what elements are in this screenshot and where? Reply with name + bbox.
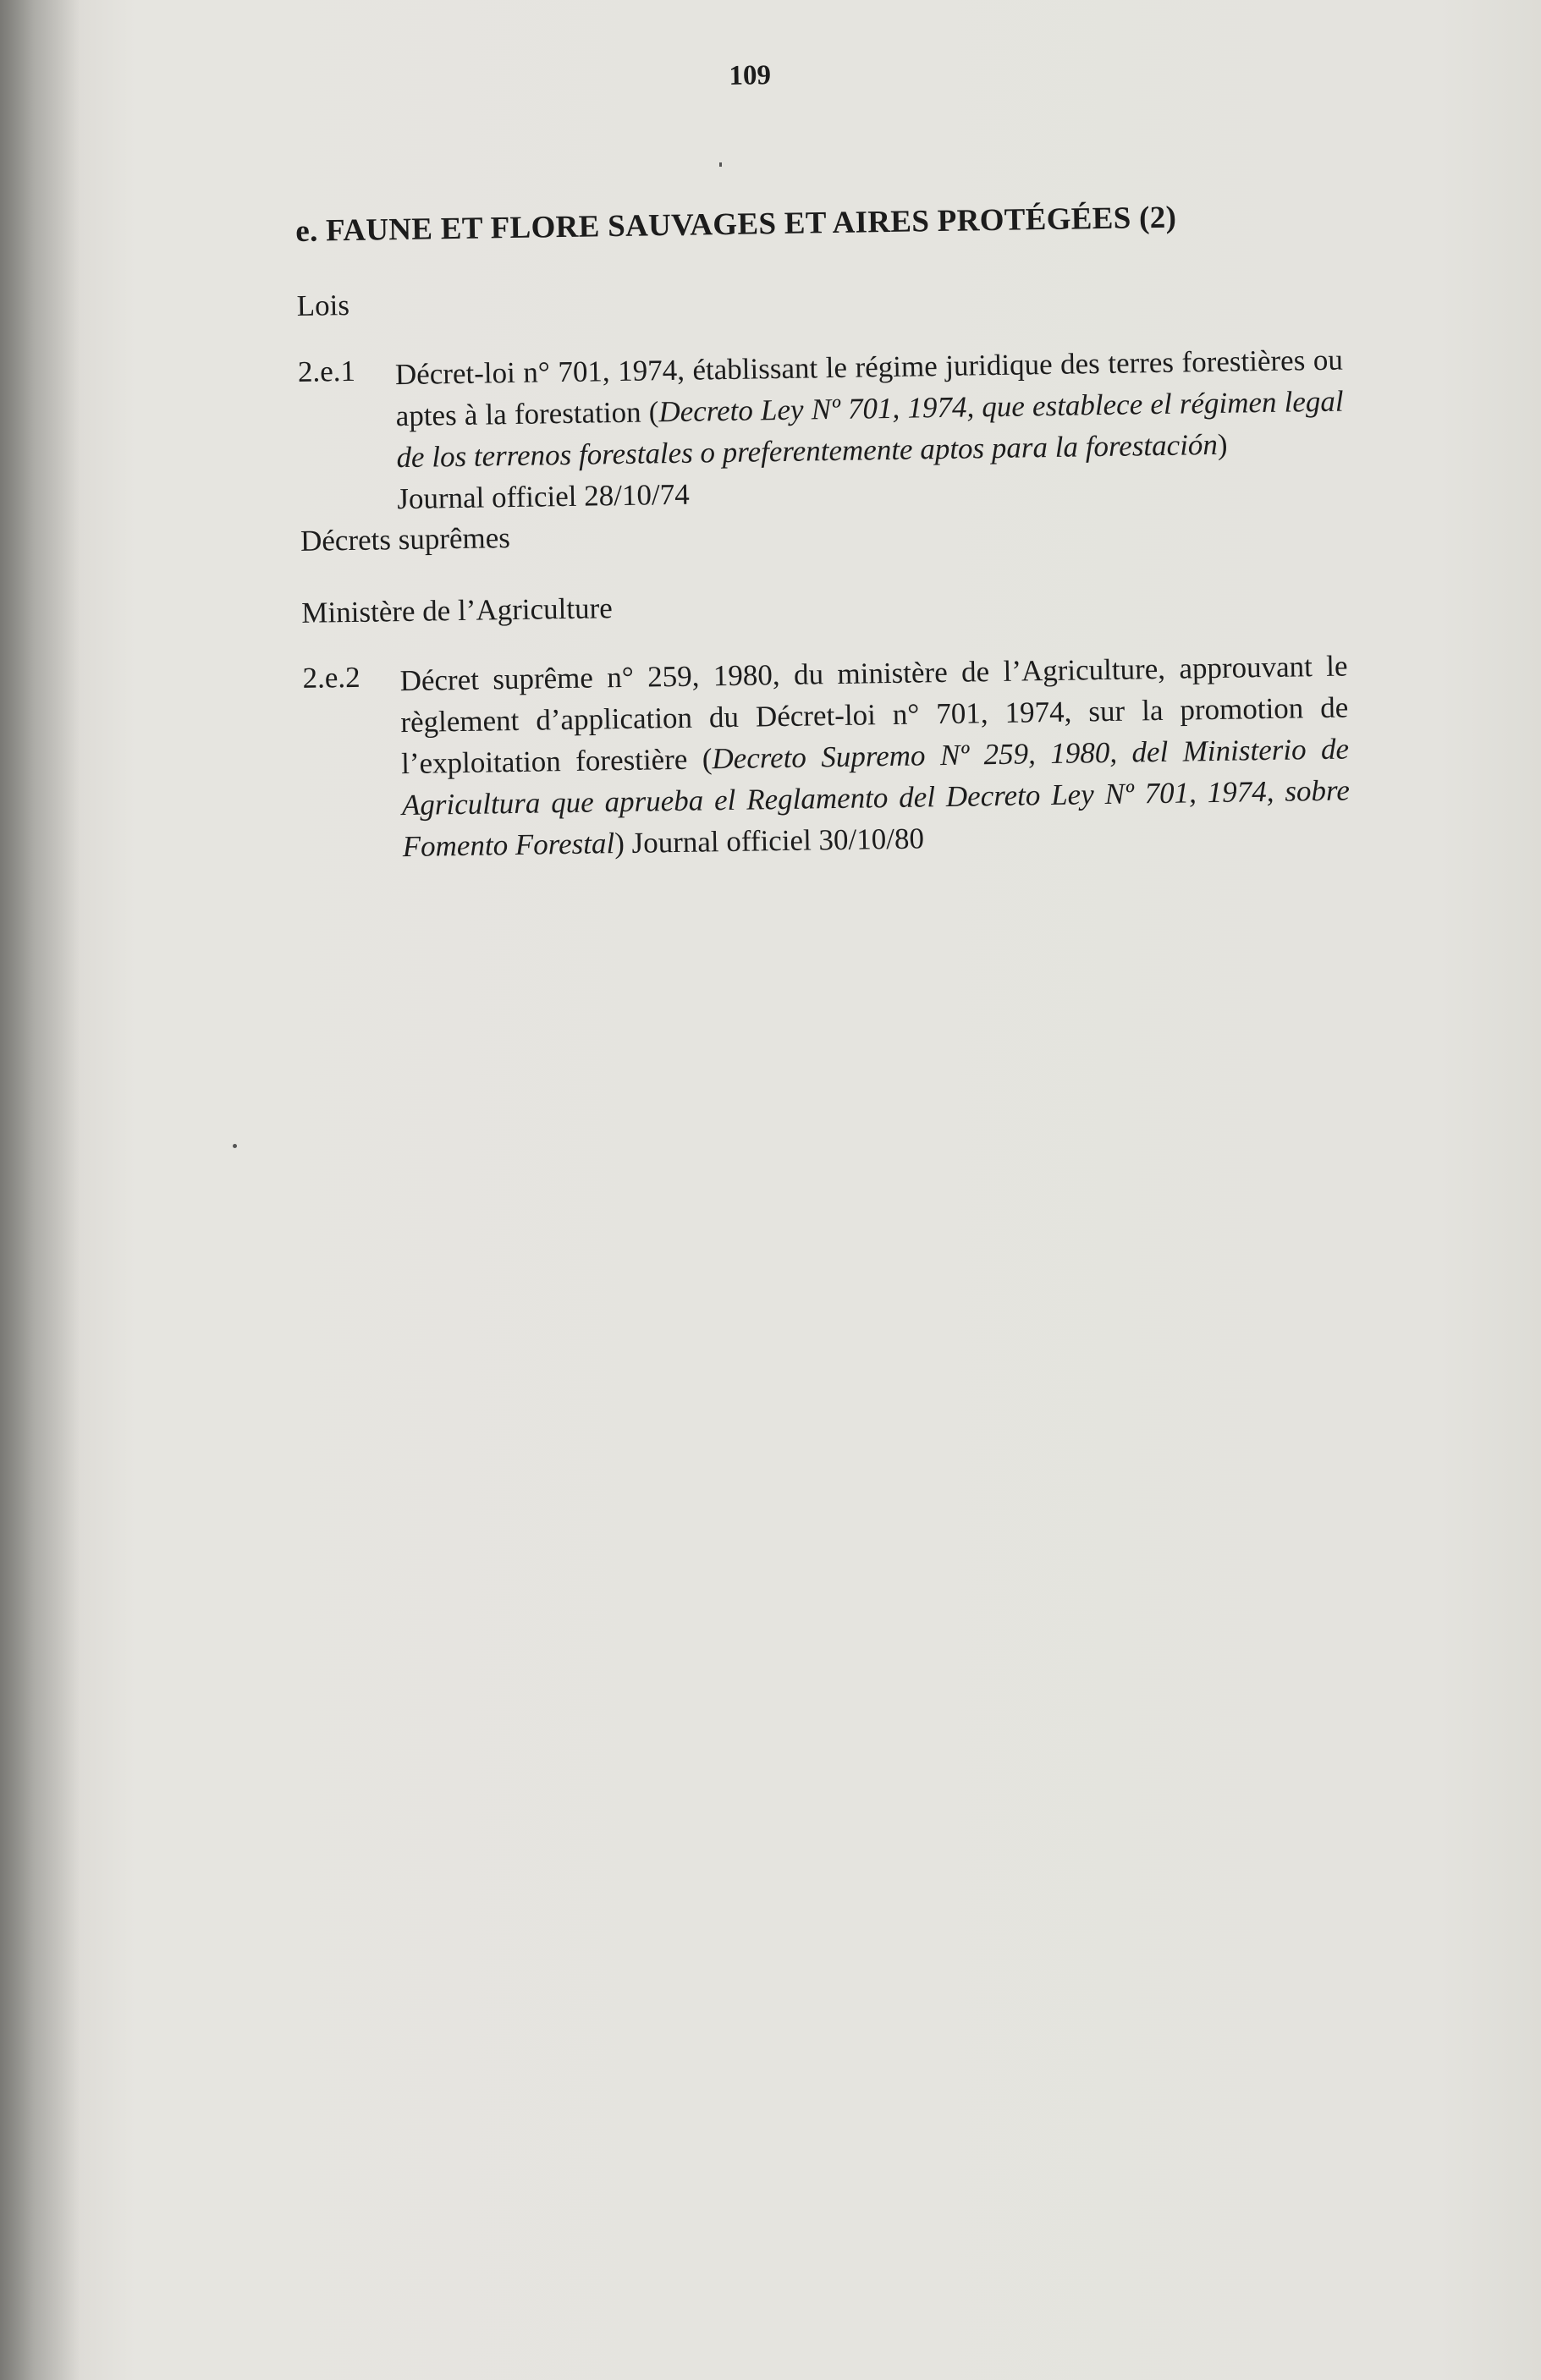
- entry-text-es: Decreto Supremo Nº 259, 1980, del Ministerio de Agricultura que aprueba el Reglamento del Decreto Ley Nº 701, 1974, sobre Fomento Forestal: [401, 732, 1351, 864]
- scan-speck: [233, 1144, 237, 1148]
- heading-decrets-supremes: Décrets suprêmes: [300, 521, 511, 558]
- page-content: [292, 0, 1395, 2380]
- binding-gutter-shadow: [0, 0, 80, 2380]
- entry-text-close: ): [614, 826, 632, 860]
- entry-journal: Journal officiel 28/10/74: [396, 477, 690, 516]
- entry-number: 2.e.1: [297, 354, 356, 388]
- entry-text: [399, 646, 1351, 868]
- entry-text-fr: Décret-loi n° 701, 1974, établissant le régime juridique des terres forestières ou aptes à la forestation (: [394, 343, 1344, 433]
- heading-ministere-agriculture: Ministère de l’Agriculture: [301, 591, 614, 629]
- entry-number: 2.e.2: [302, 660, 360, 695]
- entry-2e1: [297, 338, 1364, 516]
- entry-text: [395, 339, 1346, 520]
- section-title: e. FAUNE ET FLORE SAUVAGES ET AIRES PROTÉGÉES (2): [294, 200, 1177, 249]
- page-number: 109: [729, 60, 772, 91]
- scan-speck: [719, 162, 722, 167]
- entry-journal: Journal officiel 30/10/80: [631, 822, 925, 860]
- entry-text-fr: Décret suprême n° 259, 1980, du ministère de l’Agriculture, approuvant le règlement d’application du Décret-loi n° 701, 1974, sur la promotion de l’exploitation forestière (: [399, 649, 1349, 781]
- entry-text-es: Decreto Ley Nº 701, 1974, que establece el régimen legal de los terrenos forestales o preferentemente aptos para la forestación: [396, 384, 1344, 475]
- entry-2e2: [302, 645, 1368, 864]
- heading-lois: Lois: [296, 288, 350, 322]
- entry-text-close: ): [1217, 427, 1228, 461]
